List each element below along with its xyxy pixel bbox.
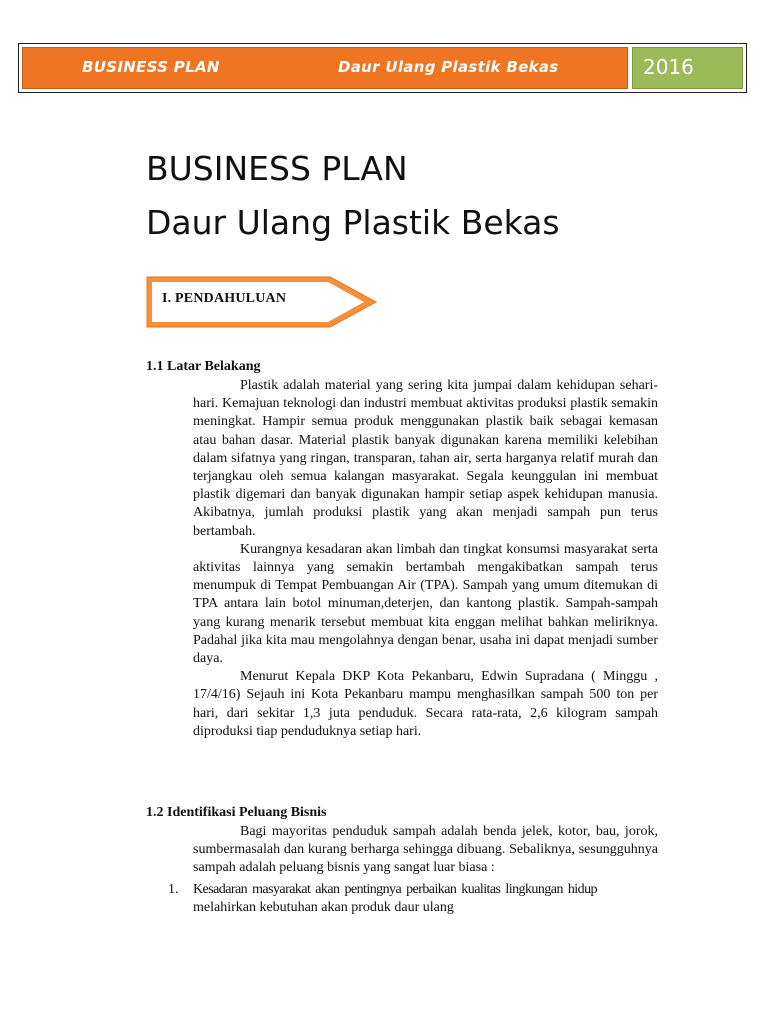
- list-item-line: melahirkan kebutuhan akan produk daur ulang: [193, 900, 454, 916]
- body-text-identifikasi: [193, 823, 658, 878]
- list-item-number: 1.: [168, 882, 179, 897]
- section-heading-latar-belakang: 1.1 Latar Belakang: [146, 359, 261, 374]
- page-title-line2: Daur Ulang Plastik Bekas: [146, 203, 560, 242]
- paragraph: Menurut Kepala DKP Kota Pekanbaru, Edwin Supradana ( Minggu , 17/4/16) Sejauh ini Kota Pekanbaru mampu menghasilkan sampah 500 ton per hari, dari sekitar 1,3 juta penduduk. Secara rata-rata, 2,6 kilogram sampah diproduksi tiap penduduknya setiap hari.: [193, 669, 658, 739]
- header-orange-panel: [22, 47, 628, 89]
- header-left-label: BUSINESS PLAN: [82, 58, 220, 76]
- header-center-label: Daur Ulang Plastik Bekas: [338, 58, 559, 76]
- header-green-panel: [632, 47, 743, 89]
- page-title-line1: BUSINESS PLAN: [146, 149, 408, 188]
- paragraph: Bagi mayoritas penduduk sampah adalah benda jelek, kotor, bau, jorok, sumbermasalah dan kurang berharga sehingga dibuang. Sebaliknya, sesungguhnya sampah adalah peluang bisnis yang sangat luar biasa :: [193, 824, 658, 876]
- list-item-text: [193, 881, 658, 917]
- paragraph: Kurangnya kesadaran akan limbah dan tingkat konsumsi masyarakat serta aktivitas lainnya yang semakin bertambah mengakibatkan sampah terus menumpuk di Tempat Pembuangan Air (TPA). Sampah yang umum ditemukan di TPA antara lain botol minuman,deterjen, dan kantong plastik. Sampah-sampah yang kurang menarik tersebut membuat kita enggan melihat bahkan meliriknya. Padahal jika kita mau mengolahnya dengan benar, usaha ini dapat menjadi sumber daya.: [193, 541, 658, 667]
- header-bar: [18, 43, 747, 93]
- list-item-line: Kesadaran masyarakat akan pentingnya perbaikan kualitas lingkungan hidup: [193, 882, 597, 897]
- body-text-latar-belakang: [193, 377, 658, 741]
- header-year: 2016: [643, 55, 694, 79]
- section-label: I. PENDAHULUAN: [162, 291, 287, 306]
- section-heading-identifikasi: 1.2 Identifikasi Peluang Bisnis: [146, 805, 327, 820]
- paragraph: Plastik adalah material yang sering kita jumpai dalam kehidupan sehari-hari. Kemajuan teknologi dan industri membuat aktivitas produksi plastik semakin meningkat. Hampir semua produk menggunakan plastik baik sebagai kemasan atau bahan dasar. Material plastik banyak digunakan karena memiliki kelebihan dalam sifatnya yang ringan, transparan, tahan air, serta harganya relatif murah dan terjangkau oleh semua kalangan masyarakat. Segala keunggulan ini membuat plastik digemari dan banyak digunakan hampir setiap aspek kehidupan manusia. Akibatnya, jumlah produksi plastik yang akan menjadi sampah pun terus bertambah.: [193, 378, 658, 539]
